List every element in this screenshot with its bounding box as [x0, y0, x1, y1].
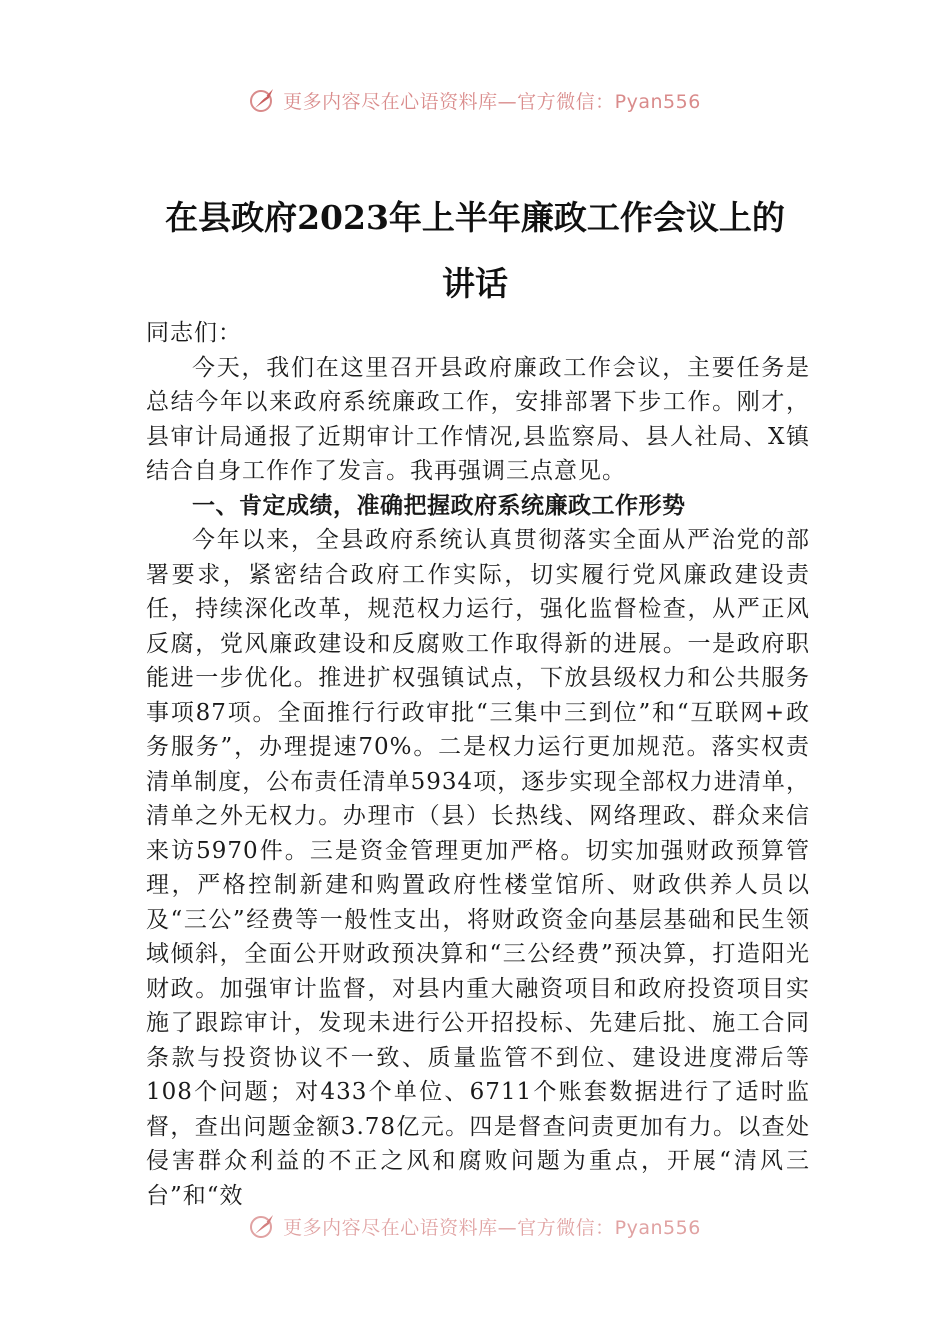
document-title-line2: 讲话	[442, 264, 508, 303]
watermark-footer	[0, 1212, 950, 1240]
intro-paragraph: 今天，我们在这里召开县政府廉政工作会议，主要任务是总结今年以来政府系统廉政工作，安排部署下步工作。刚才，县审计局通报了近期审计工作情况,县监察局、县人社局、X镇结合自身工作作了发言。我再强调三点意见。	[146, 354, 810, 484]
document-title-line1: 在县政府2023年上半年廉政工作会议上的	[165, 198, 785, 237]
watermark-text: 更多内容尽在心语资料库—官方微信：Pyan556	[283, 90, 701, 113]
watermark-header	[0, 86, 950, 114]
quill-logo-icon	[249, 86, 277, 114]
section-heading-1: 一、肯定成绩，准确把握政府系统廉政工作形势	[192, 492, 686, 519]
quill-logo-icon	[249, 1212, 277, 1240]
document-body	[146, 316, 810, 1213]
salutation: 同志们：	[146, 320, 242, 346]
section-1-paragraph: 今年以来，全县政府系统认真贯彻落实全面从严治党的部署要求，紧密结合政府工作实际，切实履行党风廉政建设责任，持续深化改革，规范权力运行，强化监督检查，从严正风反腐，党风廉政建设和反腐败工作取得新的进展。一是政府职能进一步优化。推进扩权强镇试点，下放县级权力和公共服务事项87项。全面推行行政审批“三集中三到位”和“互联网+政务服务”，办理提速70%。二是权力运行更加规范。落实权责清单制度，公布责任清单5934项，逐步实现全部权力进清单，清单之外无权力。办理市（县）长热线、网络理政、群众来信来访5970件。三是资金管理更加严格。切实加强财政预算管理，严格控制新建和购置政府性楼堂馆所、财政供养人员以及“三公”经费等一般性支出，将财政资金向基层基础和民生领域倾斜，全面公开财政预决算和“三公经费”预决算，打造阳光财政。加强审计监督，对县内重大融资项目和政府投资项目实施了跟踪审计，发现未进行公开招投标、先建后批、施工合同条款与投资协议不一致、质量监管不到位、建设进度滞后等108个问题；对433个单位、6711个账套数据进行了适时监督，查出问题金额3.78亿元。四是督查问责更加有力。以查处侵害群众利益的不正之风和腐败问题为重点，开展“清风三台”和“效	[146, 527, 810, 1209]
watermark-text: 更多内容尽在心语资料库—官方微信：Pyan556	[283, 1216, 701, 1239]
document-body-viewport	[0, 316, 950, 1218]
